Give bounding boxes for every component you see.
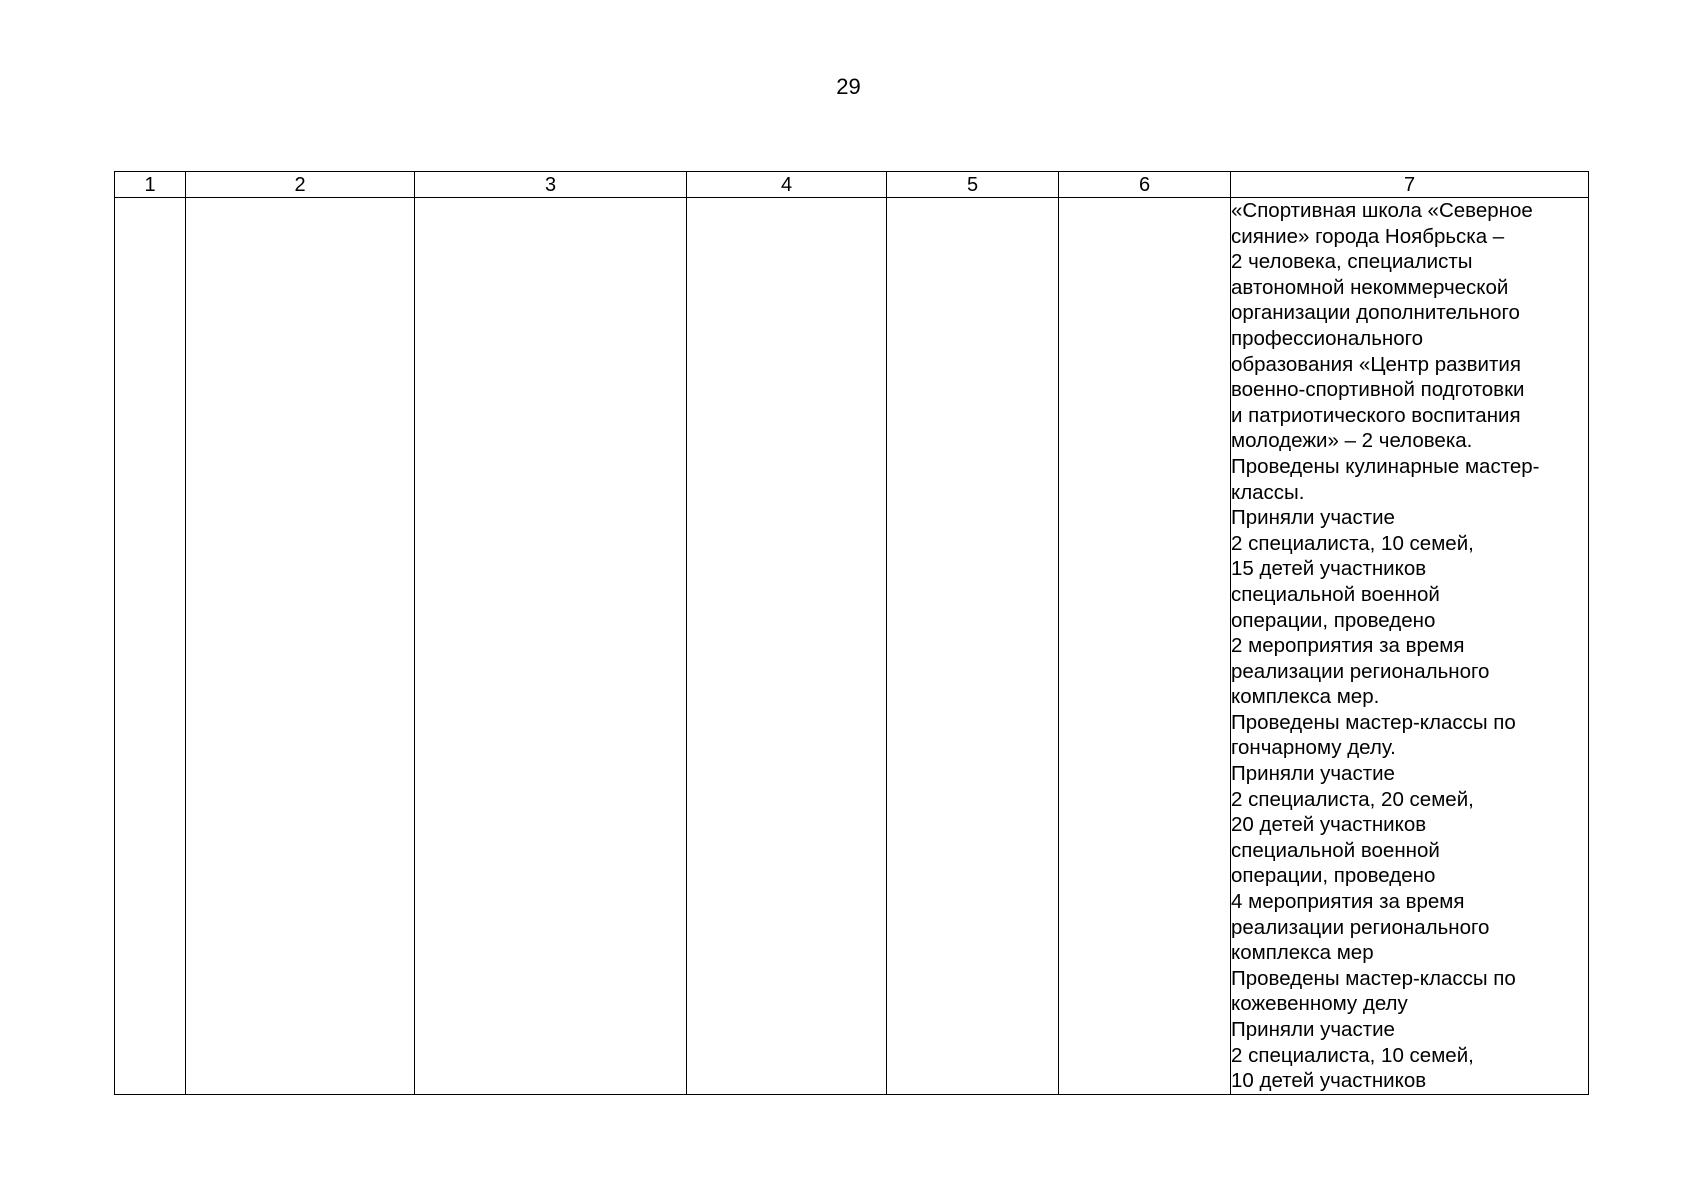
table-cell-col7 [1231,198,1589,1095]
page-number: 29 [836,74,861,99]
column-header-6: 6 [1059,172,1231,198]
cell-text-line: специальной военной [1231,582,1440,606]
table-cell-col6 [1059,198,1231,1095]
cell-text-line: организации дополнительного [1231,301,1520,325]
cell-text-line: Проведены мастер-классы по [1231,966,1516,990]
cell-text-line: кожевенному делу [1231,992,1408,1016]
cell-text-line: Проведены кулинарные мастер- [1231,454,1540,478]
cell-text-line: Проведены мастер-классы по [1231,710,1516,734]
table-row [115,198,1589,1095]
cell-text-line: комплекса мер [1231,941,1374,965]
cell-text-line: 15 детей участников [1231,557,1427,581]
cell-text-line: профессионального [1231,326,1424,350]
cell-text-line: 4 мероприятия за время [1231,890,1465,914]
data-table [114,171,1589,1095]
column-header-3: 3 [415,172,687,198]
cell-text-line: молодежи» – 2 человека. [1231,429,1473,453]
cell-text-line: Приняли участие [1231,762,1395,786]
cell-text-line: и патриотического воспитания [1231,403,1521,427]
cell-text-line: 2 мероприятия за время [1231,634,1465,658]
cell-text-line: 20 детей участников [1231,813,1427,837]
cell-text-line: реализации регионального [1231,915,1490,939]
cell-text-line: гончарному делу. [1231,736,1396,760]
cell-text-line: Приняли участие [1231,1018,1395,1041]
cell-text-line: классы. [1231,480,1305,504]
cell-text-line: Приняли участие [1231,506,1395,530]
cell-text-line: военно-спортивной подготовки [1231,378,1525,402]
column-header-2: 2 [186,172,415,198]
cell-text-line: операции, проведено [1231,864,1436,888]
cell-text-line: образования «Центр развития [1231,352,1521,376]
cell-text-line: автономной некоммерческой [1231,275,1509,299]
cell-text-line: операции, проведено [1231,608,1436,632]
cell-text-line: комплекса мер. [1231,685,1380,709]
cell-text-line: 2 специалиста, 10 семей, [1231,531,1474,555]
column-header-5: 5 [887,172,1059,198]
column-header-7: 7 [1231,172,1589,198]
column-header-4: 4 [687,172,887,198]
table-cell-col4 [687,198,887,1095]
cell-text-line: сияние» города Ноябрьска – [1231,224,1505,248]
cell-text-line: 2 специалиста, 10 семей, [1231,1043,1474,1067]
cell-text-line: реализации регионального [1231,659,1490,683]
cell-text-line: 10 детей участников [1231,1069,1427,1093]
table-cell-col2 [186,198,415,1095]
cell-text-line: «Спортивная школа «Северное [1231,199,1533,222]
table-header-row [115,172,1589,198]
table-cell-col5 [887,198,1059,1095]
column-header-1: 1 [115,172,186,198]
cell-text-line: специальной военной [1231,838,1440,862]
cell-text-line: 2 специалиста, 20 семей, [1231,787,1474,811]
table-cell-col3 [415,198,687,1095]
cell-text-line: 2 человека, специалисты [1231,250,1473,274]
table-cell-col1 [115,198,186,1095]
